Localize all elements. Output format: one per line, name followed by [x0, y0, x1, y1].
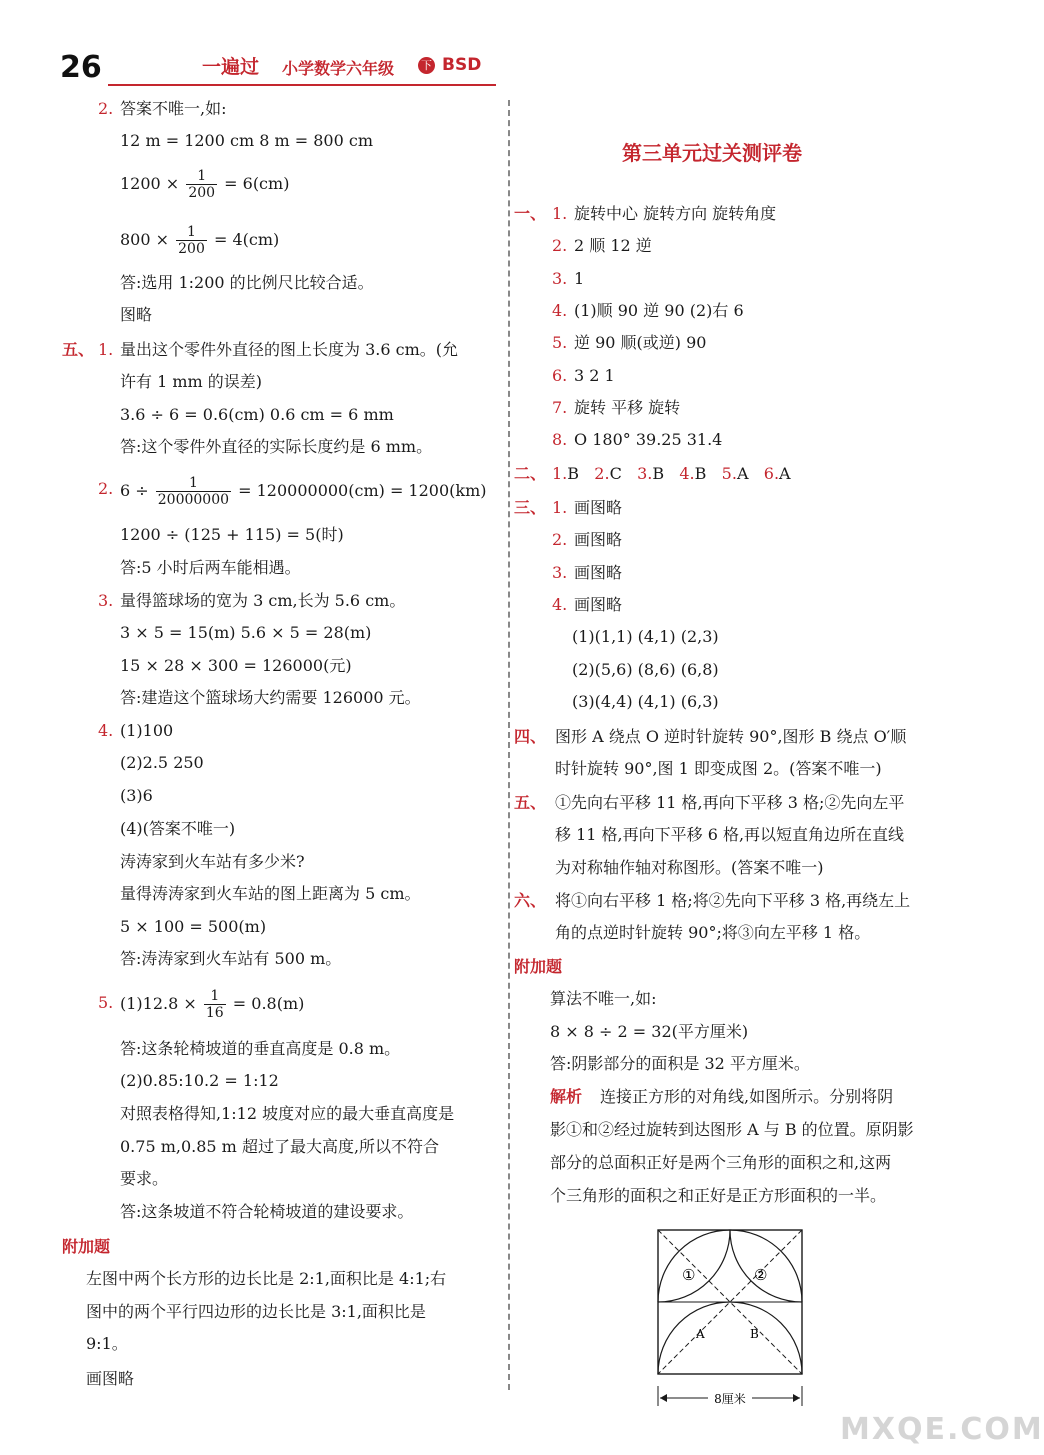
r-section6-label: 六、 — [514, 891, 547, 910]
r-s3-num-4: 4. — [552, 595, 568, 614]
s5-q1-line3: 3.6 ÷ 6 = 0.6(cm) 0.6 cm = 6 mm — [120, 405, 394, 424]
s5-q2-line2: 1200 ÷ (125 + 115) = 5(时) — [120, 525, 344, 544]
book-title: 小学数学六年级 — [282, 59, 395, 78]
r-s2-num: 6. — [763, 464, 780, 483]
s5-q2-line1 — [120, 475, 487, 508]
r-extra-label: 附加题 — [514, 957, 563, 976]
fraction-denominator: 200 — [178, 241, 205, 257]
s5-q1-number: 1. — [98, 340, 114, 359]
s5-q2-pre: 6 ÷ — [120, 481, 149, 500]
r-s5-line2: 移 11 格,再向下平移 6 格,再以短直角边所在直线 — [555, 825, 905, 844]
r-extra-line2: 8 × 8 ÷ 2 = 32(平方厘米) — [550, 1022, 749, 1041]
s5-q4-line2: (2)2.5 250 — [120, 753, 204, 772]
fraction-numerator: 1 — [156, 475, 231, 492]
unit-test-title: 第三单元过关测评卷 — [622, 141, 802, 165]
r-s4-line2: 时针旋转 90°,图 1 即变成图 2。(答案不唯一) — [555, 759, 882, 778]
s5-q2-fraction — [156, 475, 231, 508]
circled-two-label: ② — [754, 1266, 768, 1284]
r-s1-num-1: 1. — [552, 204, 568, 223]
r-s4-line1: 图形 A 绕点 O 逆时针旋转 90°,图形 B 绕点 O′顺 — [555, 727, 907, 746]
r-s1-text-7: 旋转 平移 旋转 — [574, 398, 681, 417]
r-s2-ans: C — [609, 464, 622, 483]
s5-q5-number: 5. — [98, 993, 114, 1012]
s5-q5-pre: (1)12.8 × — [120, 994, 197, 1013]
r-jiexi-line1: 连接正方形的对角线,如图所示。分别将阴 — [600, 1087, 894, 1106]
header-rule — [108, 84, 496, 86]
s5-q3-line3: 15 × 28 × 300 = 126000(元) — [120, 656, 352, 675]
s5-q5-line5: 要求。 — [120, 1169, 169, 1188]
s5-q5-line3: 对照表格得知,1:12 坡度对应的最大垂直高度是 — [120, 1104, 455, 1123]
s5-q4-line7: 5 × 100 = 500(m) — [120, 917, 267, 936]
r-s1-num-8: 8. — [552, 430, 568, 449]
fraction-numerator: 1 — [186, 168, 217, 185]
s5-q2-answer: 答:5 小时后两车能相遇。 — [120, 558, 301, 577]
r-s2-num: 2. — [594, 464, 610, 483]
s5-q4-line6: 量得涛涛家到火车站的图上距离为 5 cm。 — [120, 884, 421, 903]
q2-answer: 答:选用 1:200 的比例尺比较合适。 — [120, 273, 374, 292]
r-s3-text-2: 画图略 — [574, 530, 623, 549]
section5-label: 五、 — [62, 340, 95, 359]
s5-q1-line1: 量出这个零件外直径的图上长度为 3.6 cm。(允 — [120, 340, 458, 359]
dimension-label: 8厘米 — [714, 1392, 746, 1406]
q2-intro: 答案不唯一,如: — [120, 99, 227, 118]
r-s3-text-3: 画图略 — [574, 563, 623, 582]
circled-one-label: ① — [682, 1266, 696, 1284]
page-number: 26 — [60, 50, 102, 85]
r-s1-num-4: 4. — [552, 301, 568, 320]
r-s2-num: 1. — [552, 464, 568, 483]
s5-q4-answer: 答:涛涛家到火车站有 500 m。 — [120, 949, 342, 968]
s5-q5-answer1: 答:这条轮椅坡道的垂直高度是 0.8 m。 — [120, 1039, 401, 1058]
s5-q5-line1 — [120, 988, 304, 1021]
region-a-label: A — [696, 1327, 705, 1341]
r-section1-label: 一、 — [514, 204, 547, 223]
left-extra-line4: 画图略 — [86, 1369, 135, 1388]
q2-line2-fraction — [186, 168, 217, 201]
r-s1-num-3: 3. — [552, 269, 568, 288]
s5-q3-answer: 答:建造这个篮球场大约需要 126000 元。 — [120, 688, 421, 707]
r-s2-num: 3. — [637, 464, 653, 483]
s5-q4-line5: 涛涛家到火车站有多少米? — [120, 852, 305, 871]
q2-draw: 图略 — [120, 305, 153, 324]
q2-line2-pre: 1200 × — [120, 174, 180, 193]
s5-q5-line2: (2)0.85:10.2 = 1:12 — [120, 1071, 279, 1090]
s5-q5-post: = 0.8(m) — [232, 994, 305, 1013]
r-s2-num: 4. — [679, 464, 695, 483]
fraction-denominator: 200 — [188, 185, 216, 201]
edition-code: BSD — [442, 55, 482, 75]
fraction-denominator: 16 — [205, 1005, 224, 1021]
s5-q1-line2: 许有 1 mm 的误差) — [120, 372, 263, 391]
column-divider — [508, 100, 510, 1390]
r-s3-num-3: 3. — [552, 563, 568, 582]
r-section4-label: 四、 — [514, 727, 547, 746]
arrow-left-icon — [660, 1394, 667, 1402]
left-extra-line2: 图中的两个平行四边形的边长比是 3:1,面积比是 — [86, 1302, 426, 1321]
s5-q4-line4: (4)(答案不唯一) — [120, 819, 236, 838]
r-s2-ans: B — [694, 464, 707, 483]
r-section2-label: 二、 — [514, 464, 547, 483]
r-jiexi-line2: 影①和②经过旋转到达图形 A 与 B 的位置。原阴影 — [550, 1120, 914, 1139]
r-extra-line3: 答:阴影部分的面积是 32 平方厘米。 — [550, 1054, 810, 1073]
r-s2-ans: B — [567, 464, 580, 483]
r-s3-text-1: 画图略 — [574, 498, 623, 517]
r-s5-line3: 为对称轴作轴对称图形。(答案不唯一) — [555, 858, 824, 877]
square-figure — [652, 1226, 812, 1425]
region-b-label: B — [750, 1327, 759, 1341]
r-extra-line1: 算法不唯一,如: — [550, 989, 657, 1008]
r-s1-text-1: 旋转中心 旋转方向 旋转角度 — [574, 204, 777, 223]
r-s1-num-5: 5. — [552, 333, 568, 352]
q2-line3-pre: 800 × — [120, 230, 170, 249]
s5-q5-answer2: 答:这条坡道不符合轮椅坡道的建设要求。 — [120, 1202, 414, 1221]
r-s3-text-4: 画图略 — [574, 595, 623, 614]
brand-logo: 一遍过 — [202, 56, 260, 78]
s5-q5-line4: 0.75 m,0.85 m 超过了最大高度,所以不符合 — [120, 1137, 440, 1156]
s5-q4-line1: (1)100 — [120, 721, 174, 740]
r-s3-coords-2: (2)(5,6) (8,6) (6,8) — [572, 660, 719, 679]
r-s3-num-2: 2. — [552, 530, 568, 549]
r-s1-num-6: 6. — [552, 366, 568, 385]
r-s1-text-6: 3 2 1 — [574, 366, 615, 385]
s5-q1-answer: 答:这个零件外直径的实际长度约是 6 mm。 — [120, 437, 433, 456]
volume-badge: 下 — [418, 57, 435, 74]
r-s1-text-4: (1)顺 90 逆 90 (2)右 6 — [574, 301, 744, 320]
r-s1-text-5: 逆 90 顺(或逆) 90 — [574, 333, 707, 352]
r-s2-answers — [552, 463, 791, 485]
arrow-right-icon — [793, 1394, 800, 1402]
fraction-denominator: 20000000 — [157, 492, 230, 508]
r-jiexi-line3: 部分的总面积正好是两个三角形的面积之和,这两 — [550, 1153, 892, 1172]
r-s2-ans: A — [736, 464, 749, 483]
q2-number: 2. — [98, 99, 114, 118]
r-section3-label: 三、 — [514, 498, 547, 517]
r-s1-text-2: 2 顺 12 逆 — [574, 236, 652, 255]
r-s3-num-1: 1. — [552, 498, 568, 517]
q2-line1: 12 m = 1200 cm 8 m = 800 cm — [120, 131, 373, 150]
s5-q4-line3: (3)6 — [120, 786, 153, 805]
q2-line2-post: = 6(cm) — [224, 174, 290, 193]
r-s2-num: 5. — [721, 464, 737, 483]
s5-q5-fraction — [204, 988, 226, 1021]
r-s1-num-2: 2. — [552, 236, 568, 255]
q2-line3-fraction — [176, 224, 207, 257]
r-s2-ans: B — [652, 464, 665, 483]
r-s1-num-7: 7. — [552, 398, 568, 417]
left-extra-line1: 左图中两个长方形的边长比是 2:1,面积比是 4:1;右 — [86, 1269, 447, 1288]
q2-line2 — [120, 168, 289, 201]
s5-q4-number: 4. — [98, 721, 114, 740]
r-s5-line1: ①先向右平移 11 格,再向下平移 3 格;②先向左平 — [555, 793, 905, 812]
r-s1-text-8: O 180° 39.25 31.4 — [574, 430, 723, 449]
r-s3-coords-1: (1)(1,1) (4,1) (2,3) — [572, 627, 719, 646]
r-s1-text-3: 1 — [574, 269, 585, 288]
s5-q3-line1: 量得篮球场的宽为 3 cm,长为 5.6 cm。 — [120, 591, 406, 610]
fraction-numerator: 1 — [176, 224, 207, 241]
r-s6-line1: 将①向右平移 1 格;将②先向下平移 3 格,再绕左上 — [555, 891, 911, 910]
r-s6-line2: 角的点逆时针旋转 90°;将③向左平移 1 格。 — [555, 923, 871, 942]
r-jiexi-label: 解析 — [550, 1087, 583, 1106]
r-jiexi-line4: 个三角形的面积之和正好是正方形面积的一半。 — [550, 1186, 887, 1205]
left-extra-line3: 9:1。 — [86, 1334, 128, 1353]
r-s2-ans: A — [779, 464, 791, 483]
watermark: MXQE.COM — [840, 1412, 1044, 1447]
s5-q3-line2: 3 × 5 = 15(m) 5.6 × 5 = 28(m) — [120, 623, 372, 642]
q2-line3-post: = 4(cm) — [213, 230, 280, 249]
q2-line3 — [120, 224, 279, 257]
r-section5-label: 五、 — [514, 793, 547, 812]
left-extra-label: 附加题 — [62, 1237, 111, 1256]
r-s3-coords-3: (3)(4,4) (4,1) (6,3) — [572, 692, 719, 711]
s5-q2-post: = 120000000(cm) = 1200(km) — [238, 481, 487, 500]
fraction-numerator: 1 — [204, 988, 226, 1005]
s5-q2-number: 2. — [98, 479, 114, 498]
s5-q3-number: 3. — [98, 591, 114, 610]
square-figure-svg — [652, 1226, 812, 1421]
